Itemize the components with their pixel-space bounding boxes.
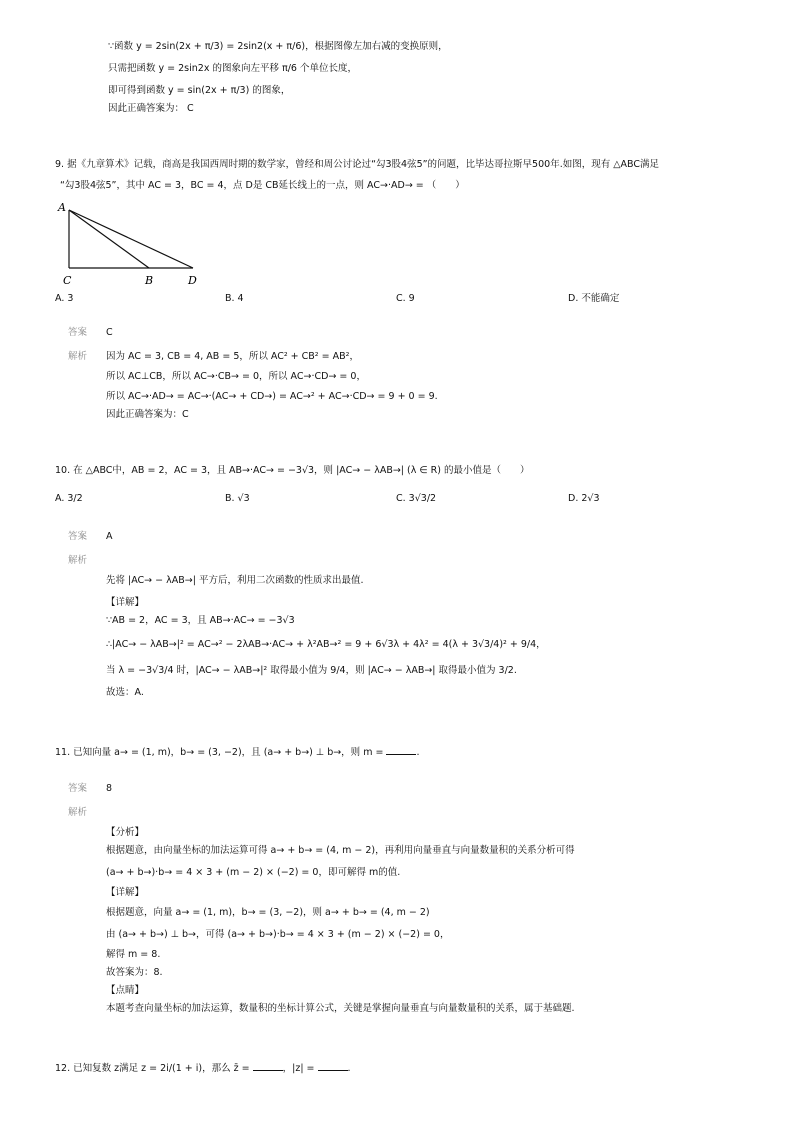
q9-stem-line-1: 9. 据《九章算术》记载，商高是我国西周时期的数学家，曾经和周公讨论过“勾3股4弦5”的问题，比毕达哥拉斯早500年.如图，现有 △ABC满足 bbox=[55, 159, 660, 170]
q9-option-d: D. 不能确定 bbox=[568, 293, 620, 304]
q11-stem bbox=[55, 744, 420, 760]
q10-answer-label: 答案 bbox=[68, 531, 88, 542]
q11-analysis-line-4: 【详解】 bbox=[106, 887, 145, 898]
vertex-label-d: D bbox=[188, 274, 197, 287]
prev-solution-line-2: 只需把函数 y = 2sin2x 的图象向左平移 π/6 个单位长度， bbox=[108, 63, 357, 74]
q10-option-b: B. √3 bbox=[225, 493, 250, 504]
q9-option-c: C. 9 bbox=[396, 293, 415, 304]
vertex-label-b: B bbox=[145, 274, 154, 287]
q9-triangle-figure bbox=[55, 198, 215, 290]
q11-analysis-line-8: 故答案为：8. bbox=[106, 967, 163, 978]
q11-answer: 8 bbox=[106, 783, 113, 794]
q11-analysis-line-7: 解得 m = 8. bbox=[106, 949, 161, 960]
q10-option-d: D. 2√3 bbox=[568, 493, 600, 504]
q10-analysis-label: 解析 bbox=[68, 555, 88, 566]
vertex-label-a: A bbox=[58, 201, 66, 214]
q9-analysis-line-2: 所以 AC⊥CB，所以 AC→·CB→ = 0，所以 AC→·CD→ = 0， bbox=[106, 371, 366, 382]
q11-analysis-line-10: 本题考查向量坐标的加法运算，数量积的坐标计算公式，关键是掌握向量垂直与向量数量积的关系，属于基础题. bbox=[106, 1003, 575, 1014]
q11-analysis-line-6: 由 (a→ + b→) ⊥ b→，可得 (a→ + b→)·b→ = 4 × 3 + (m − 2) × (−2) = 0， bbox=[106, 929, 450, 940]
q9-answer: C bbox=[106, 327, 113, 338]
q9-answer-label: 答案 bbox=[68, 327, 88, 338]
q11-stem-end: . bbox=[416, 747, 420, 758]
q11-answer-label: 答案 bbox=[68, 783, 88, 794]
q10-option-c: C. 3√3/2 bbox=[396, 493, 437, 504]
prev-solution-line-3: 即可得到函数 y = sin(2x + π/3) 的图象， bbox=[108, 85, 291, 96]
q11-analysis-line-2: 根据题意，由向量坐标的加法运算可得 a→ + b→ = (4, m − 2)，再利用向量垂直与向量数量积的关系分析可得 bbox=[106, 845, 575, 856]
q12-stem-text-a: 12. 已知复数 z满足 z = 2i/(1 + i)，那么 z̄ = bbox=[55, 1063, 250, 1074]
q11-stem-text: 11. 已知向量 a→ = (1, m)，b→ = (3, −2)，且 (a→ + b→) ⊥ b→，则 m = bbox=[55, 747, 384, 758]
q11-answer-blank bbox=[386, 744, 416, 755]
q9-stem-line-2: “勾3股4弦5”，其中 AC = 3，BC = 4，点 D是 CB延长线上的一点，则 AC→·AD→ = （ ） bbox=[60, 180, 465, 191]
q10-stem: 10. 在 △ABC中，AB = 2，AC = 3，且 AB→·AC→ = −3√3，则 |AC→ − λAB→| (λ ∈ R) 的最小值是（ ） bbox=[55, 465, 530, 476]
q10-analysis-line-6: 故选：A. bbox=[106, 687, 144, 698]
q12-modulus-blank bbox=[318, 1060, 348, 1071]
q11-analysis-line-3: (a→ + b→)·b→ = 4 × 3 + (m − 2) × (−2) = 0，即可解得 m的值. bbox=[106, 867, 401, 878]
q11-analysis-line-5: 根据题意，向量 a→ = (1, m)，b→ = (3, −2)，则 a→ + b→ = (4, m − 2) bbox=[106, 907, 430, 918]
q12-stem bbox=[55, 1060, 351, 1076]
segment-ad bbox=[69, 210, 193, 268]
q9-analysis-line-4: 因此正确答案为：C bbox=[106, 409, 189, 420]
q10-analysis-line-2: 【详解】 bbox=[106, 597, 145, 608]
prev-solution-line-1: ∵函数 y = 2sin(2x + π/3) = 2sin2(x + π/6)，根据图像左加右减的变换原则， bbox=[108, 41, 448, 52]
q10-analysis-line-1: 先将 |AC→ − λAB→| 平方后，利用二次函数的性质求出最值. bbox=[106, 575, 364, 586]
q9-option-b: B. 4 bbox=[225, 293, 244, 304]
q11-analysis-label: 解析 bbox=[68, 807, 88, 818]
q9-analysis-line-3: 所以 AC→·AD→ = AC→·(AC→ + CD→) = AC→² + AC→·CD→ = 9 + 0 = 9. bbox=[106, 391, 438, 402]
q10-analysis-line-4: ∴|AC→ − λAB→|² = AC→² − 2λAB→·AC→ + λ²AB→² = 9 + 6√3λ + 4λ² = 4(λ + 3√3/4)² + 9/4， bbox=[106, 639, 546, 650]
q10-analysis-line-5: 当 λ = −3√3/4 时，|AC→ − λAB→|² 取得最小值为 9/4，则 |AC→ − λAB→| 取得最小值为 3/2. bbox=[106, 665, 517, 676]
vertex-label-c: C bbox=[63, 274, 72, 287]
q9-analysis-label: 解析 bbox=[68, 351, 88, 362]
q10-option-a: A. 3/2 bbox=[55, 493, 83, 504]
q11-analysis-line-9: 【点睛】 bbox=[106, 985, 145, 996]
q9-option-a: A. 3 bbox=[55, 293, 74, 304]
segment-ab bbox=[69, 210, 149, 268]
q12-stem-end: . bbox=[347, 1063, 351, 1074]
q12-stem-text-b: ，|z| = bbox=[282, 1063, 315, 1074]
prev-solution-line-4: 因此正确答案为： C bbox=[108, 103, 194, 114]
q10-analysis-line-3: ∵AB = 2，AC = 3，且 AB→·AC→ = −3√3 bbox=[106, 615, 295, 626]
q9-analysis-line-1: 因为 AC = 3, CB = 4, AB = 5，所以 AC² + CB² = AB²， bbox=[106, 351, 359, 362]
q12-conjugate-blank bbox=[253, 1060, 283, 1071]
q10-answer: A bbox=[106, 531, 113, 542]
q11-analysis-line-1: 【分析】 bbox=[106, 827, 145, 838]
